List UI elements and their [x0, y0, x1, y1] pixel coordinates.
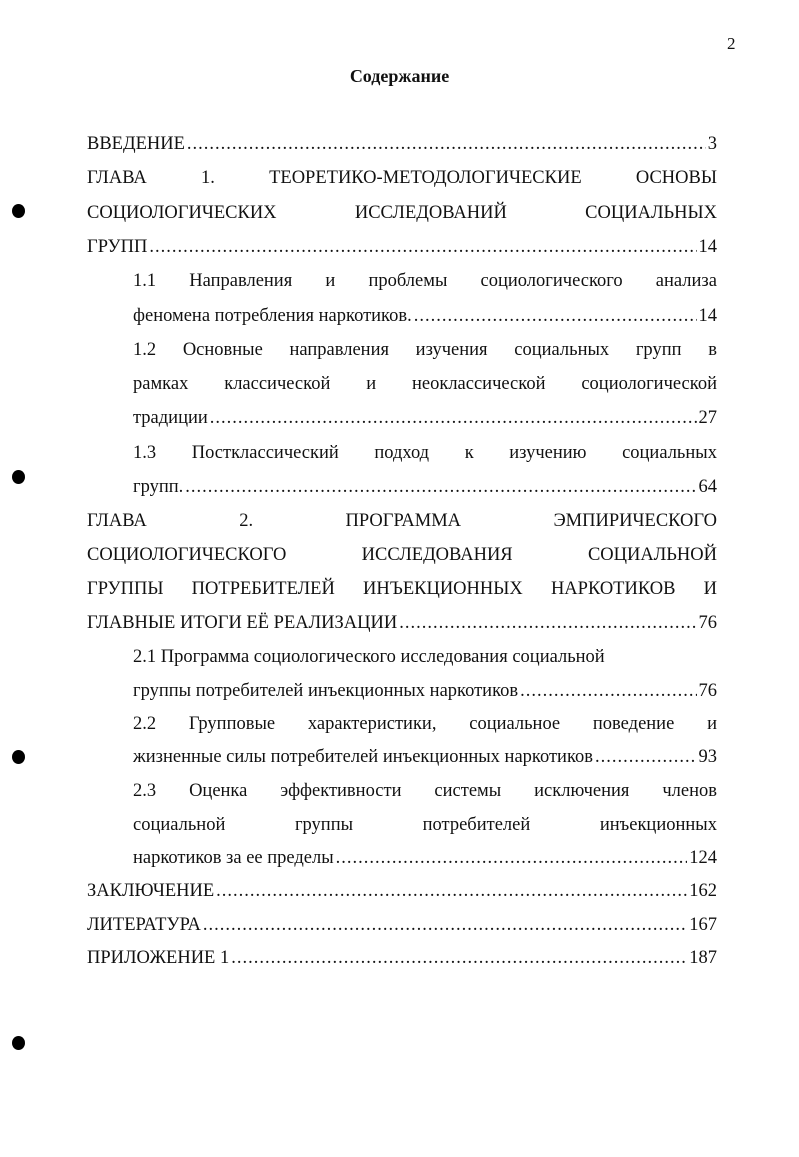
- toc-section-2-3-line-2[interactable]: [133, 810, 717, 840]
- toc-section-2-3-line-3[interactable]: [133, 843, 717, 873]
- toc-page: 64: [698, 477, 717, 497]
- toc-word: Направления: [189, 271, 293, 291]
- toc-word: исключения: [534, 781, 630, 801]
- toc-chapter-1-line-1[interactable]: [87, 163, 717, 193]
- toc-word: неоклассической: [411, 374, 546, 394]
- toc-word: к: [464, 443, 474, 463]
- toc-entry-literature[interactable]: [87, 910, 717, 940]
- toc-word: социальных: [622, 443, 717, 463]
- toc-section-1-2-line-3[interactable]: [133, 403, 717, 433]
- toc-label: феномена потребления наркотиков.: [133, 306, 412, 326]
- toc-page: 93: [698, 747, 717, 767]
- toc-chapter-1-line-2[interactable]: [87, 198, 717, 228]
- toc-word: Оценка: [189, 781, 248, 801]
- toc-leader: [203, 910, 687, 940]
- toc-section-1-2-line-2[interactable]: [133, 369, 717, 399]
- toc-word: СОЦИОЛОГИЧЕСКИХ: [87, 203, 277, 223]
- toc-word: ИНЪЕКЦИОННЫХ: [363, 579, 523, 599]
- toc-word: и: [325, 271, 336, 291]
- toc-label: ЗАКЛЮЧЕНИЕ: [87, 881, 215, 901]
- toc-word: системы: [434, 781, 502, 801]
- punch-hole: [12, 1036, 25, 1050]
- toc-word: изучения: [415, 340, 488, 360]
- toc-section-2-3-line-1[interactable]: [133, 776, 717, 806]
- toc-label: 2.1 Программа социологического исследования социальной: [133, 647, 605, 667]
- toc-word: и: [366, 374, 377, 394]
- toc-page: 14: [698, 306, 717, 326]
- toc-word: ИССЛЕДОВАНИЙ: [354, 203, 507, 223]
- toc-label: групп.: [133, 477, 184, 497]
- toc-page: 76: [698, 681, 717, 701]
- toc-word: направления: [289, 340, 389, 360]
- toc-label: ПРИЛОЖЕНИЕ 1: [87, 948, 230, 968]
- toc-leader: [216, 876, 687, 906]
- toc-word: групп: [635, 340, 682, 360]
- toc-label: традиции: [133, 408, 208, 428]
- toc-word: ОСНОВЫ: [635, 168, 717, 188]
- page-title: Содержание: [349, 66, 450, 86]
- toc-section-1-3-line-1[interactable]: [133, 438, 717, 468]
- toc-word: Групповые: [188, 714, 276, 734]
- toc-section-2-2-line-2[interactable]: [133, 742, 717, 772]
- toc-word: 2.2: [133, 714, 157, 734]
- toc-entry-intro[interactable]: [87, 129, 717, 159]
- toc-label: ВВЕДЕНИЕ: [87, 134, 185, 154]
- toc-page: 162: [689, 881, 717, 901]
- toc-word: Основные: [182, 340, 263, 360]
- toc-entry-appendix[interactable]: [87, 943, 717, 973]
- toc-section-1-1-line-2[interactable]: [133, 301, 717, 331]
- toc-word: социологической: [581, 374, 717, 394]
- toc-label: наркотиков за ее пределы: [133, 848, 334, 868]
- punch-hole: [12, 470, 25, 484]
- toc-word: ПРОГРАММА: [345, 511, 462, 531]
- toc-page: 76: [698, 613, 717, 633]
- toc-page: 3: [707, 134, 717, 154]
- toc-section-1-2-line-1[interactable]: [133, 335, 717, 365]
- toc-section-2-1-line-2[interactable]: [133, 676, 717, 706]
- toc-word: и: [707, 714, 717, 734]
- toc-label: ЛИТЕРАТУРА: [87, 915, 201, 935]
- toc-leader: [399, 608, 696, 638]
- toc-section-1-1-line-1[interactable]: [133, 266, 717, 296]
- toc-word: в: [708, 340, 717, 360]
- toc-word: СОЦИОЛОГИЧЕСКОГО: [87, 545, 287, 565]
- toc-word: социальное: [469, 714, 561, 734]
- toc-leader: [149, 232, 696, 262]
- toc-label: ГЛАВНЫЕ ИТОГИ ЕЁ РЕАЛИЗАЦИИ: [87, 613, 398, 633]
- toc-word: СОЦИАЛЬНЫХ: [585, 203, 717, 223]
- toc-word: подход: [374, 443, 430, 463]
- toc-page: 167: [689, 915, 717, 935]
- toc-leader: [414, 301, 697, 331]
- toc-section-2-2-line-1[interactable]: [133, 709, 717, 739]
- toc-page: 27: [698, 408, 717, 428]
- toc-word: проблемы: [368, 271, 448, 291]
- toc-word: НАРКОТИКОВ: [550, 579, 676, 599]
- toc-word: ГЛАВА: [87, 168, 147, 188]
- toc-word: 2.: [239, 511, 254, 531]
- toc-label: ГРУПП: [87, 237, 148, 257]
- toc-leader: [187, 129, 706, 159]
- toc-entry-conclusion[interactable]: [87, 876, 717, 906]
- toc-chapter-2-line-2[interactable]: [87, 540, 717, 570]
- toc-leader: [210, 403, 697, 433]
- toc-word: социальной: [133, 815, 226, 835]
- toc-word: социальных: [514, 340, 610, 360]
- toc-chapter-2-line-1[interactable]: [87, 506, 717, 536]
- toc-word: ЭМПИРИЧЕСКОГО: [553, 511, 717, 531]
- toc-word: рамках: [133, 374, 189, 394]
- toc-word: Постклассический: [191, 443, 339, 463]
- toc-word: ГРУППЫ: [87, 579, 164, 599]
- toc-page: 187: [689, 948, 717, 968]
- toc-word: анализа: [655, 271, 717, 291]
- toc-word: 1.: [200, 168, 215, 188]
- toc-word: эффективности: [280, 781, 402, 801]
- toc-chapter-1-line-3[interactable]: [87, 232, 717, 262]
- toc-word: И: [703, 579, 717, 599]
- page-number: 2: [727, 34, 736, 53]
- toc-word: классической: [224, 374, 331, 394]
- toc-word: изучению: [509, 443, 587, 463]
- toc-word: ГЛАВА: [87, 511, 147, 531]
- toc-label: группы потребителей инъекционных наркотиков: [133, 681, 519, 701]
- toc-word: характеристики,: [307, 714, 437, 734]
- toc-word: членов: [662, 781, 717, 801]
- toc-page: 14: [698, 237, 717, 257]
- toc-word: СОЦИАЛЬНОЙ: [587, 545, 717, 565]
- toc-word: потребителей: [422, 815, 531, 835]
- toc-chapter-2-line-4[interactable]: [87, 608, 717, 638]
- toc-word: поведение: [592, 714, 675, 734]
- toc-label: жизненные силы потребителей инъекционных наркотиков: [133, 747, 593, 767]
- toc-word: 1.2: [133, 340, 157, 360]
- toc-page: 124: [689, 848, 717, 868]
- toc-leader: [231, 943, 687, 973]
- toc-leader: [595, 742, 697, 772]
- toc-word: ПОТРЕБИТЕЛЕЙ: [191, 579, 335, 599]
- toc-word: ТЕОРЕТИКО-МЕТОДОЛОГИЧЕСКИЕ: [269, 168, 582, 188]
- toc-word: социологического: [480, 271, 623, 291]
- toc-chapter-2-line-3[interactable]: [87, 574, 717, 604]
- toc-leader: [185, 472, 696, 502]
- toc-word: 1.3: [133, 443, 157, 463]
- toc-section-1-3-line-2[interactable]: [133, 472, 717, 502]
- toc-word: 2.3: [133, 781, 157, 801]
- toc-leader: [336, 843, 688, 873]
- toc-leader: [520, 676, 696, 706]
- toc-word: группы: [294, 815, 354, 835]
- toc-word: ИССЛЕДОВАНИЯ: [361, 545, 513, 565]
- toc-word: 1.1: [133, 271, 157, 291]
- toc-word: инъекционных: [599, 815, 717, 835]
- punch-hole: [12, 750, 25, 764]
- punch-hole: [12, 204, 25, 218]
- toc-section-2-1-line-1[interactable]: [133, 642, 717, 672]
